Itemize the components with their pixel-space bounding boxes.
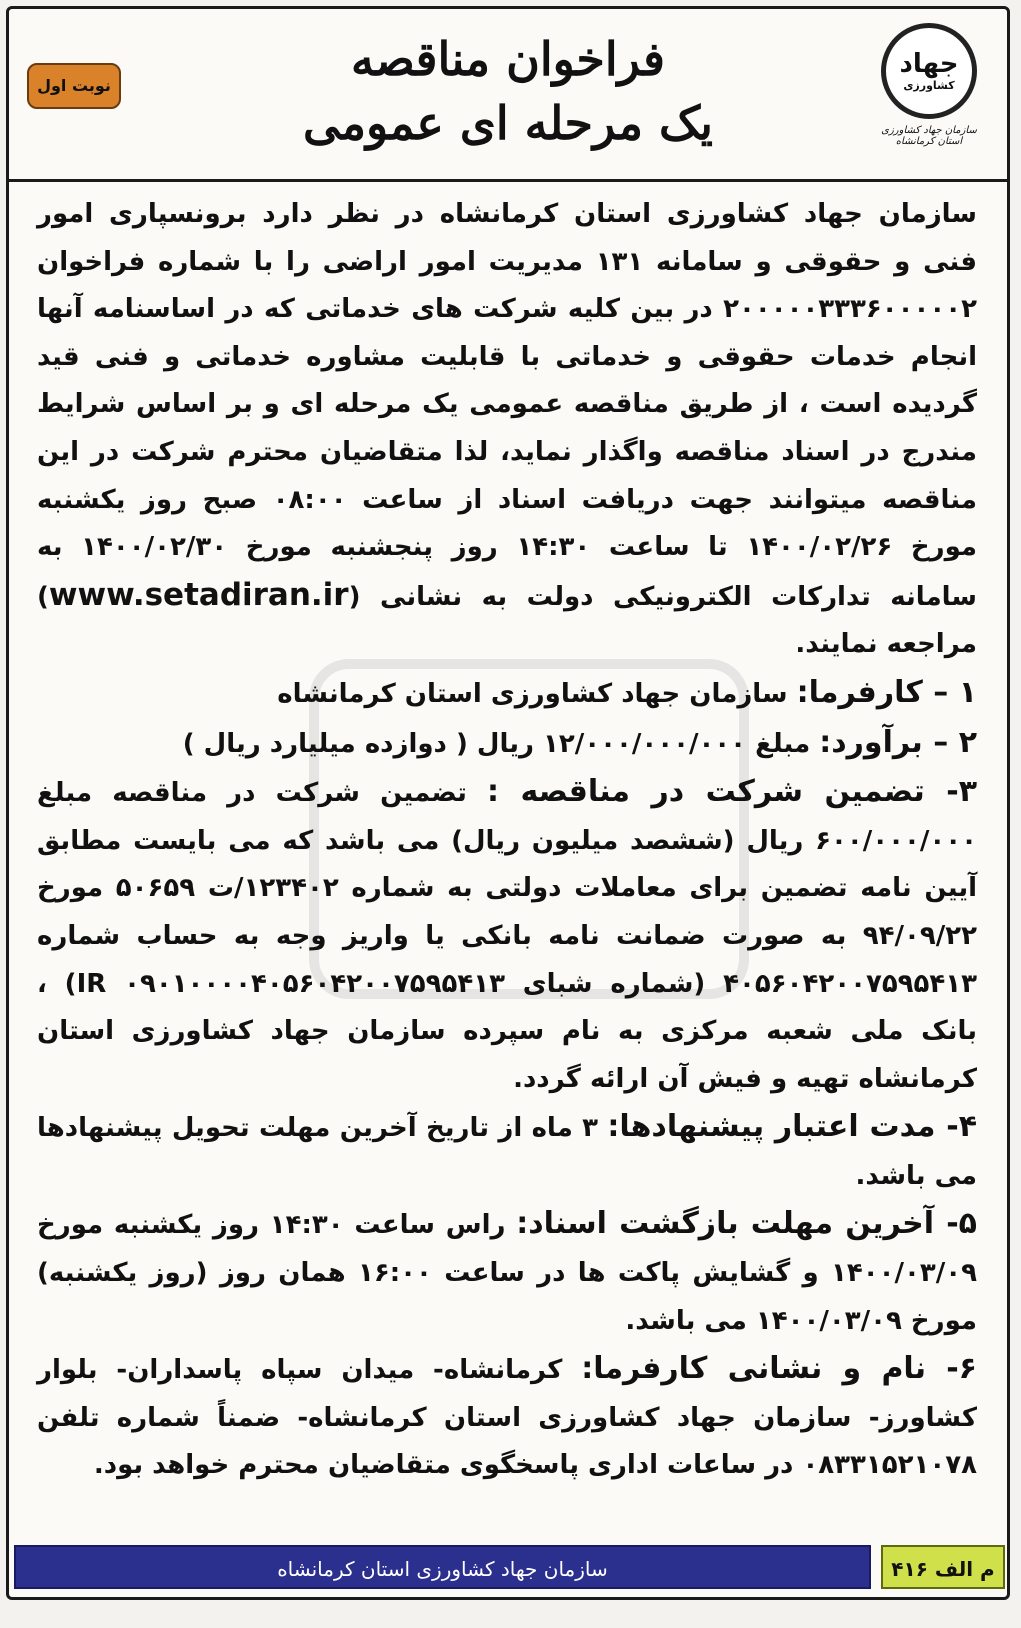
list-item <box>37 1345 977 1490</box>
logo-caption: سازمان جهاد کشاورزی استان کرمانشاه <box>881 125 977 147</box>
item-label: ۴- مدت اعتبار پیشنهادها: <box>607 1109 977 1145</box>
list-item <box>37 1200 977 1345</box>
item-text: کرمانشاه- میدان سپاه پاسداران- بلوار کشاورز- سازمان جهاد کشاورزی استان کرمانشاه- ضمناً شماره تلفن ۰۸۳۳۱۵۲۱۰۷۸ در ساعات اداری پاسخگوی متقاضیان محترم خواهد بود. <box>37 1355 977 1481</box>
organization-logo <box>873 23 985 155</box>
intro-text: سازمان جهاد کشاورزی استان کرمانشاه در نظر دارد برونسپاری امور فنی و حقوقی و سامانه ۱۳۱ مدیریت امور اراضی را با شماره فراخوان ۲۰۰۰۰۰۳۳۳۶۰۰۰۰۰۲ در بین کلیه شرکت های خدماتی که در اساسنامه آنها انجام خدمات حقوقی و خدماتی با قابلیت مشاوره خدماتی و فنی قید گردیده است ، از طریق مناقصه عمومی یک مرحله ای و بر اساس شرایط مندرج در اسناد مناقصه واگذار نماید، لذا متقاضیان محترم شرکت در این مناقصه میتوانند جهت دریافت اسناد از ساعت ۰۸:۰۰ صبح روز یکشنبه مورخ ۱۴۰۰/۰۲/۲۶ تا ساعت ۱۴:۳۰ روز پنجشنبه مورخ ۱۴۰۰/۰۲/۳۰ به سامانه تدارکات الکترونیکی دولت به نشانی ( <box>37 199 978 612</box>
list-item <box>37 768 977 1103</box>
item-label: ۳- تضمین شرکت در مناقصه : <box>487 774 977 810</box>
website-link[interactable]: www.setadiran.ir <box>48 576 349 613</box>
item-text: راس ساعت ۱۴:۳۰ روز یکشنبه مورخ ۱۴۰۰/۰۳/۰۹ و گشایش پاکت ها در ساعت ۱۶:۰۰ همان روز (روز یکشنبه) مورخ ۱۴۰۰/۰۳/۰۹ می باشد. <box>37 1210 977 1336</box>
title-line-1: فراخوان مناقصه <box>350 32 665 86</box>
title-line-2: یک مرحله ای عمومی <box>303 96 713 150</box>
notice-header <box>9 9 1007 182</box>
notice-body <box>37 191 977 1490</box>
item-label: ۵- آخرین مهلت بازگشت اسناد: <box>516 1206 977 1242</box>
page-title <box>159 27 857 155</box>
intro-paragraph <box>37 191 977 669</box>
item-label: ۶- نام و نشانی کارفرما: <box>581 1351 977 1387</box>
item-text: سازمان جهاد کشاورزی استان کرمانشاه <box>277 678 797 709</box>
item-text: تضمین شرکت در مناقصه مبلغ ۶۰۰/۰۰۰/۰۰۰ ریال (ششصد میلیون ریال) می باشد که می بایست مطابق آیین نامه تضمین برای معاملات دولتی به شماره ۱۲۳۴۰۲/ت ۵۰۶۵۹ مورخ ۹۴/۰۹/۲۲ به صورت ضمانت نامه بانکی یا واریز وجه به حساب شماره ۴۰۵۶۰۴۲۰۰۷۵۹۵۴۱۳ (شماره شبای IR ۰۹۰۱۰۰۰۰۴۰۵۶۰۴۲۰۰۷۵۹۵۴۱۳) ، بانک ملی شعبه مرکزی به نام سپرده سازمان جهاد کشاورزی استان کرمانشاه تهیه و فیش آن ارائه گردد. <box>37 778 978 1094</box>
logo-main-text: جهاد <box>899 48 959 79</box>
footer-organization: سازمان جهاد کشاورزی استان کرمانشاه <box>14 1545 871 1589</box>
item-text: مبلغ ۱۲/۰۰۰/۰۰۰/۰۰۰ ریال ( دوازده میلیارد ریال ) <box>182 728 820 759</box>
logo-emblem-icon <box>881 23 977 119</box>
footer-ad-code: م الف ۴۱۶ <box>881 1545 1005 1589</box>
tender-notice <box>6 6 1010 1600</box>
list-item <box>37 1103 977 1200</box>
item-label: ۲ – برآورد: <box>819 724 977 760</box>
list-item <box>37 719 977 769</box>
item-text: ۳ ماه از تاریخ آخرین مهلت تحویل پیشنهادها می باشد. <box>37 1113 977 1191</box>
item-label: ۱ – کارفرما: <box>796 674 977 710</box>
logo-sub-text: کشاورزی <box>903 78 955 92</box>
list-item <box>37 669 977 719</box>
intro-text-end: ) مراجعه نمایند. <box>37 581 977 660</box>
edition-badge: نوبت اول <box>27 63 121 109</box>
